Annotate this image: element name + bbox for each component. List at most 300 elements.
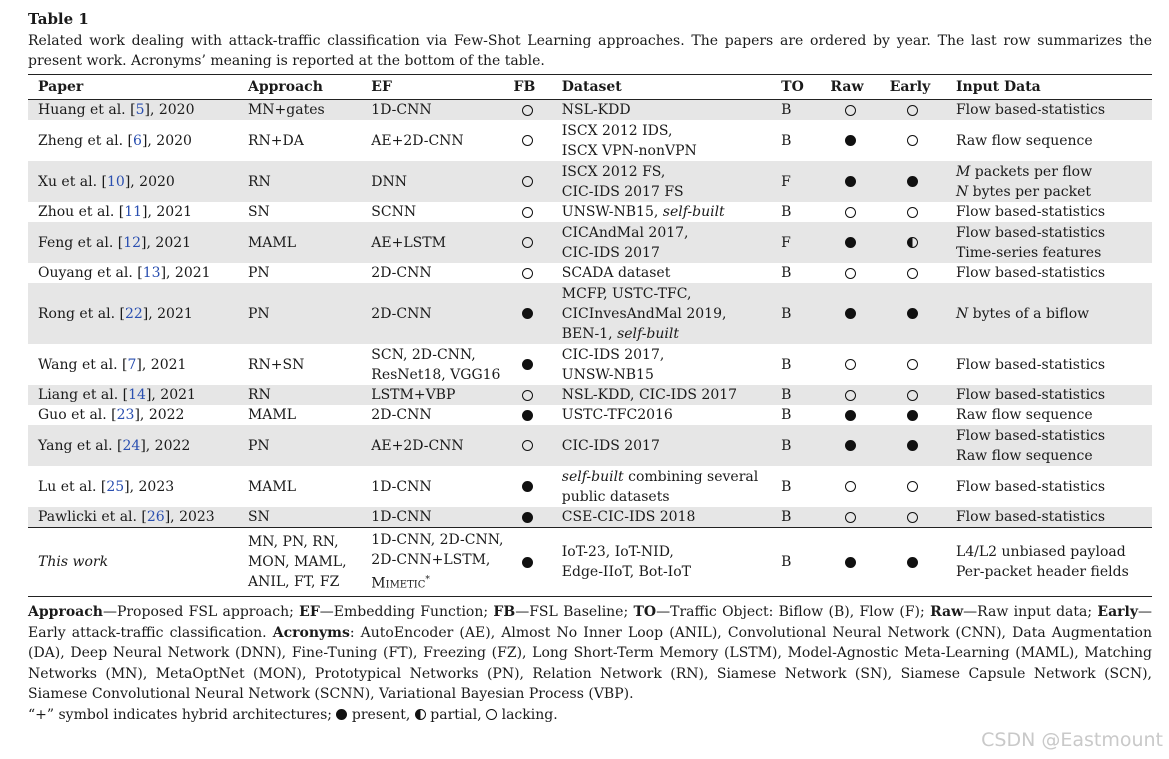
cell-input: [946, 100, 1152, 121]
cell-ef: [361, 425, 503, 466]
approach-line: PN: [247, 437, 270, 454]
cell-input: [946, 385, 1152, 405]
cell-approach: [238, 385, 361, 405]
footnote-term: Approach: [28, 604, 103, 620]
footnote-term: Raw: [930, 604, 964, 620]
table-row: [28, 283, 1152, 344]
lacking-symbol-icon: [907, 481, 918, 492]
table-row: [28, 528, 1152, 597]
lacking-symbol-icon: [845, 481, 856, 492]
footnote-term-desc: Embedding Function;: [333, 604, 494, 620]
citation-link[interactable]: 11: [124, 204, 143, 220]
cell-dataset: [552, 222, 771, 263]
acronyms-label: Acronyms: [272, 624, 350, 641]
cell-fb: [504, 507, 552, 528]
paper-ref: Wang et al. [7], 2021: [38, 356, 187, 373]
cell-dataset: [552, 120, 771, 161]
approach-line: MON, MAML,: [247, 554, 347, 570]
cell-to: B: [781, 407, 792, 423]
approach-line: MAML: [247, 407, 297, 423]
input-line: Flow based-statistics: [955, 204, 1106, 220]
input-line: Flow based-statistics: [955, 224, 1106, 241]
present-symbol-icon: [522, 557, 533, 568]
cell-paper: [28, 120, 238, 161]
lacking-symbol-icon: [907, 359, 918, 370]
cell-raw: [820, 202, 879, 222]
cell-input: [946, 222, 1152, 263]
cell-approach: [238, 222, 361, 263]
approach-line: MAML: [247, 478, 297, 495]
footnote-term: TO: [633, 604, 657, 620]
legend-lacking: lacking.: [501, 706, 558, 723]
cell-to: B: [781, 478, 792, 495]
header-paper: Paper: [38, 79, 84, 95]
lacking-symbol-icon: [907, 207, 918, 218]
header-approach: Approach: [247, 79, 323, 95]
lacking-symbol-icon: [486, 709, 497, 720]
header-raw: Raw: [830, 79, 864, 95]
lacking-symbol-icon: [522, 268, 533, 279]
cell-input: [946, 466, 1152, 507]
cell-approach: [238, 161, 361, 202]
citation-link[interactable]: 6: [133, 132, 142, 149]
table-row: [28, 120, 1152, 161]
dataset-line: self-built combining several: [561, 468, 759, 485]
ef-line: Mimetic*: [371, 575, 430, 592]
ef-line: 1D-CNN: [371, 102, 432, 118]
cell-fb: [504, 120, 552, 161]
cell-fb: [504, 385, 552, 405]
ef-line: 2D-CNN: [371, 407, 432, 423]
header-early: Early: [889, 79, 931, 95]
acronyms-text: : AutoEncoder (AE), Almost No Inner Loop (ANIL), Convolutional Neural Network (CNN), Data Augmentation (DA), Deep Neural Network (DNN), Fine-Tuning (FT), Freezing (FZ), Long Short-Term Memory (LSTM), Model-Agnostic Meta-Learning (MAML), Matching Networks (MN), MetaOptNet (MON), Prototypical Networks (PN), Relation Network (RN), Siamese Network (SN), Siamese Capsule Network (SCN), Siamese Convolutional Neural Network (SCNN), Variational Bayesian Process (VBP).: [28, 624, 1152, 702]
dataset-line: Edge-IIoT, Bot-IoT: [561, 564, 691, 580]
dataset-line: CICInvesAndMal 2019,: [561, 305, 727, 322]
present-symbol-icon: [845, 440, 856, 451]
cell-paper: [28, 222, 238, 263]
cell-ef: [361, 466, 503, 507]
citation-link[interactable]: 13: [142, 265, 161, 281]
present-symbol-icon: [845, 410, 856, 421]
ef-line: AE+LSTM: [371, 234, 446, 251]
cell-to: B: [781, 554, 792, 570]
cell-ef: [361, 344, 503, 385]
present-symbol-icon: [522, 308, 533, 319]
cell-raw: [820, 222, 879, 263]
cell-dataset: [552, 100, 771, 121]
cell-ef: [361, 283, 503, 344]
cell-early: [880, 263, 946, 283]
cell-fb: [504, 405, 552, 425]
lacking-symbol-icon: [845, 268, 856, 279]
footnote-term-desc: Early attack-traffic classification.: [28, 624, 273, 641]
cell-input: [946, 263, 1152, 283]
cell-paper: [28, 425, 238, 466]
lacking-symbol-icon: [907, 512, 918, 523]
paper-ref: Yang et al. [24], 2022: [38, 437, 191, 454]
lacking-symbol-icon: [522, 105, 533, 116]
citation-link[interactable]: 26: [146, 509, 165, 525]
lacking-symbol-icon: [907, 390, 918, 401]
cell-input: [946, 202, 1152, 222]
cell-input: [946, 507, 1152, 528]
csdn-watermark: CSDN @Eastmount: [981, 729, 1163, 751]
cell-fb: [504, 202, 552, 222]
cell-fb: [504, 100, 552, 121]
lacking-symbol-icon: [907, 105, 918, 116]
input-line: Flow based-statistics: [955, 387, 1106, 403]
cell-input: [946, 528, 1152, 597]
lacking-symbol-icon: [522, 237, 533, 248]
cell-raw: [820, 507, 879, 528]
footnote-term-desc: Raw input data;: [977, 604, 1098, 620]
cell-raw: [820, 100, 879, 121]
ef-line: 2D-CNN+LSTM,: [371, 552, 491, 569]
present-symbol-icon: [522, 359, 533, 370]
cell-raw: [820, 263, 879, 283]
lacking-symbol-icon: [845, 207, 856, 218]
cell-approach: [238, 466, 361, 507]
cell-raw: [820, 161, 879, 202]
present-symbol-icon: [522, 410, 533, 421]
cell-ef: [361, 507, 503, 528]
dataset-line: SCADA dataset: [561, 265, 671, 281]
citation-link[interactable]: 24: [122, 437, 141, 454]
present-symbol-icon: [845, 557, 856, 568]
cell-to: B: [781, 387, 792, 403]
cell-fb: [504, 161, 552, 202]
table-figure: [28, 8, 1152, 725]
cell-to: B: [781, 204, 792, 220]
input-line: Flow based-statistics: [955, 478, 1106, 495]
citation-link[interactable]: 10: [106, 173, 125, 190]
present-symbol-icon: [907, 440, 918, 451]
cell-dataset: [552, 202, 771, 222]
input-line: Raw flow sequence: [955, 447, 1093, 464]
cell-to: B: [781, 509, 792, 525]
cell-to: B: [781, 265, 792, 281]
footnote-term: EF: [299, 604, 320, 620]
cell-fb: [504, 466, 552, 507]
ef-line: DNN: [371, 173, 408, 190]
approach-line: RN: [247, 387, 271, 403]
cell-raw: [820, 283, 879, 344]
cell-early: [880, 283, 946, 344]
cell-to: B: [781, 437, 792, 454]
dataset-line: IoT-23, IoT-NID,: [561, 544, 674, 560]
cell-raw: [820, 120, 879, 161]
dataset-line: UNSW-NB15: [561, 366, 654, 383]
approach-line: SN: [247, 509, 270, 525]
cell-paper: [28, 405, 238, 425]
approach-line: MAML: [247, 234, 297, 251]
cell-raw: [820, 385, 879, 405]
legend-prefix: “+” symbol indicates hybrid architectures;: [28, 706, 332, 723]
present-symbol-icon: [845, 237, 856, 248]
dataset-line: public datasets: [561, 488, 670, 505]
header-ef: EF: [371, 79, 392, 95]
cell-dataset: [552, 405, 771, 425]
ef-line: SCN, 2D-CNN,: [371, 346, 476, 363]
cell-fb: [504, 344, 552, 385]
cell-ef: [361, 161, 503, 202]
paper-ref: Liang et al. [14], 2021: [38, 387, 196, 403]
dataset-line: CIC-IDS 2017: [561, 244, 660, 261]
paper-ref: Zhou et al. [11], 2021: [38, 204, 193, 220]
cell-dataset: [552, 385, 771, 405]
dataset-line: USTC-TFC2016: [561, 407, 673, 423]
lacking-symbol-icon: [907, 135, 918, 146]
dataset-line: UNSW-NB15, self-built: [561, 204, 725, 220]
input-line: Time-series features: [955, 244, 1102, 261]
present-symbol-icon: [907, 557, 918, 568]
approach-line: PN: [247, 265, 270, 281]
approach-line: MN, PN, RN,: [247, 534, 339, 550]
cell-ef: [361, 100, 503, 121]
paper-ref: Pawlicki et al. [26], 2023: [38, 509, 215, 525]
citation-link[interactable]: 7: [127, 356, 137, 373]
paper-ref: Guo et al. [23], 2022: [38, 407, 185, 423]
cell-early: [880, 161, 946, 202]
paper-ref: Rong et al. [22], 2021: [38, 305, 193, 322]
cell-approach: [238, 283, 361, 344]
approach-line: RN+DA: [247, 132, 304, 149]
cell-approach: [238, 202, 361, 222]
cell-ef: [361, 222, 503, 263]
citation-link[interactable]: 23: [116, 407, 135, 423]
cell-input: [946, 283, 1152, 344]
lacking-symbol-icon: [522, 390, 533, 401]
input-line: Flow based-statistics: [955, 509, 1106, 525]
cell-approach: [238, 507, 361, 528]
dataset-line: CIC-IDS 2017,: [561, 346, 665, 363]
cell-to: B: [781, 305, 792, 322]
cell-fb: [504, 425, 552, 466]
cell-to: B: [781, 132, 792, 149]
present-symbol-icon: [522, 481, 533, 492]
citation-link[interactable]: 12: [123, 234, 142, 251]
cell-dataset: [552, 344, 771, 385]
cell-raw: [820, 466, 879, 507]
lacking-symbol-icon: [845, 105, 856, 116]
lacking-symbol-icon: [845, 512, 856, 523]
lacking-symbol-icon: [845, 359, 856, 370]
paper-ref: Lu et al. [25], 2023: [38, 478, 175, 495]
cell-raw: [820, 344, 879, 385]
table-row: [28, 425, 1152, 466]
dataset-line: CSE-CIC-IDS 2018: [561, 509, 696, 525]
cell-dataset: [552, 263, 771, 283]
cell-paper: [28, 385, 238, 405]
table-row: [28, 263, 1152, 283]
approach-line: RN: [247, 173, 271, 190]
ef-line: LSTM+VBP: [371, 387, 456, 403]
cell-paper: [28, 202, 238, 222]
footnote-term-desc: Proposed FSL approach;: [116, 604, 300, 620]
cell-early: [880, 425, 946, 466]
cell-raw: [820, 425, 879, 466]
cell-early: [880, 507, 946, 528]
footnote-term-desc: Traffic Object: Biflow (B), Flow (F);: [670, 604, 931, 620]
header-input-data: Input Data: [955, 79, 1041, 95]
cell-early: [880, 202, 946, 222]
cell-approach: [238, 405, 361, 425]
citation-link[interactable]: 5: [135, 102, 145, 118]
header-to: TO: [781, 79, 804, 95]
ef-line: AE+2D-CNN: [371, 132, 464, 149]
present-symbol-icon: [845, 176, 856, 187]
ef-line: 1D-CNN: [371, 478, 432, 495]
footnote-term: Early: [1097, 604, 1138, 620]
legend-present: present,: [351, 706, 411, 723]
cell-approach: [238, 120, 361, 161]
cell-dataset: [552, 425, 771, 466]
table-row: [28, 405, 1152, 425]
cell-early: [880, 466, 946, 507]
cell-early: [880, 344, 946, 385]
cell-raw: [820, 405, 879, 425]
approach-line: RN+SN: [247, 356, 305, 373]
cell-fb: [504, 222, 552, 263]
input-line: L4/L2 unbiased payload: [955, 544, 1126, 560]
related-work-table: [28, 74, 1152, 597]
ef-line: ResNet18, VGG16: [371, 366, 501, 383]
cell-fb: [504, 283, 552, 344]
header-dataset: Dataset: [561, 79, 622, 95]
table-row: [28, 385, 1152, 405]
dataset-line: NSL-KDD, CIC-IDS 2017: [561, 387, 738, 403]
table-row: [28, 507, 1152, 528]
cell-to: B: [781, 356, 792, 373]
ef-line: 1D-CNN: [371, 509, 432, 525]
cell-dataset: [552, 466, 771, 507]
cell-input: [946, 344, 1152, 385]
cell-paper: [28, 263, 238, 283]
cell-paper: [28, 507, 238, 528]
cell-ef: [361, 120, 503, 161]
cell-fb: [504, 528, 552, 597]
paper-ref: Ouyang et al. [13], 2021: [38, 265, 211, 281]
cell-paper: [28, 344, 238, 385]
dataset-line: CICAndMal 2017,: [561, 224, 689, 241]
cell-to: F: [781, 173, 791, 190]
cell-input: [946, 425, 1152, 466]
cell-raw: [820, 528, 879, 597]
lacking-symbol-icon: [522, 135, 533, 146]
cell-ef: [361, 528, 503, 597]
cell-paper: [28, 528, 238, 597]
cell-ef: [361, 405, 503, 425]
cell-approach: [238, 528, 361, 597]
ef-line: 2D-CNN: [371, 305, 432, 322]
present-symbol-icon: [845, 308, 856, 319]
ef-line: AE+2D-CNN: [371, 437, 464, 454]
table-row: [28, 344, 1152, 385]
paper-ref: Xu et al. [10], 2020: [38, 173, 175, 190]
partial-symbol-icon: [415, 709, 426, 720]
input-line: N bytes per packet: [955, 183, 1092, 200]
input-line: Flow based-statistics: [955, 356, 1106, 373]
input-line: Per-packet header fields: [955, 564, 1129, 580]
citation-link[interactable]: 25: [106, 478, 125, 495]
cell-input: [946, 161, 1152, 202]
cell-early: [880, 528, 946, 597]
lacking-symbol-icon: [907, 268, 918, 279]
cell-to: F: [781, 234, 791, 251]
dataset-line: ISCX VPN-nonVPN: [561, 142, 697, 159]
approach-line: MN+gates: [247, 102, 325, 118]
cell-paper: [28, 283, 238, 344]
dataset-line: CIC-IDS 2017 FS: [561, 183, 684, 200]
table-label: Table 1: [28, 10, 89, 28]
table-row: [28, 100, 1152, 121]
ef-line: 2D-CNN: [371, 265, 432, 281]
approach-line: ANIL, FT, FZ: [247, 574, 340, 590]
cell-early: [880, 405, 946, 425]
cell-ef: [361, 263, 503, 283]
present-symbol-icon: [336, 709, 347, 720]
cell-early: [880, 120, 946, 161]
lacking-symbol-icon: [522, 207, 533, 218]
input-line: Raw flow sequence: [955, 407, 1093, 423]
input-line: Flow based-statistics: [955, 265, 1106, 281]
cell-paper: [28, 161, 238, 202]
table-row: [28, 466, 1152, 507]
cell-approach: [238, 263, 361, 283]
ef-line: 1D-CNN, 2D-CNN,: [371, 532, 504, 549]
lacking-symbol-icon: [845, 390, 856, 401]
input-line: Raw flow sequence: [955, 132, 1093, 149]
table-footnote: Approach—Proposed FSL approach; EF—Embedding Function; FB—FSL Baseline; TO—Traffic Object: Biflow (B), Flow (F); Raw—Raw input data; Early—Early attack-traffic classification. Acronyms: AutoEncoder (AE), Almost No Inner Loop (ANIL), Convolutional Neural Network (CNN), Data Augmentation (DA), Deep Neural Network (DNN), Fine-Tuning (FT), Freezing (FZ), Long Short-Term Memory (LSTM), Model-Agnostic Meta-Learning (MAML), Matching Networks (MN), MetaOptNet (MON), Prototypical Networks (PN), Relation Network (RN), Siamese Network (SN), Siamese Capsule Network (SCN), Siamese Convolutional Neural Network (SCNN), Variational Bayesian Process (VBP). “+” symbol indicates hybrid architectures; present, partial, lacking.: [28, 604, 1152, 723]
header-fb: FB: [513, 79, 536, 95]
present-symbol-icon: [845, 135, 856, 146]
input-line: M packets per flow: [955, 163, 1093, 180]
citation-link[interactable]: 14: [128, 387, 146, 403]
paper-ref: Zheng et al. [6], 2020: [38, 132, 192, 149]
input-line: Flow based-statistics: [955, 427, 1106, 444]
cell-dataset: [552, 283, 771, 344]
cell-early: [880, 385, 946, 405]
dataset-line: ISCX 2012 FS,: [561, 163, 666, 180]
present-symbol-icon: [522, 512, 533, 523]
cell-paper: [28, 100, 238, 121]
present-symbol-icon: [907, 308, 918, 319]
cell-early: [880, 222, 946, 263]
cell-early: [880, 100, 946, 121]
present-symbol-icon: [907, 176, 918, 187]
lacking-symbol-icon: [522, 176, 533, 187]
dataset-line: CIC-IDS 2017: [561, 437, 660, 454]
paper-ref: This work: [38, 554, 109, 570]
present-symbol-icon: [907, 410, 918, 421]
dataset-line: ISCX 2012 IDS,: [561, 122, 673, 139]
dataset-line: NSL-KDD: [561, 102, 631, 118]
cell-approach: [238, 100, 361, 121]
table-caption: Related work dealing with attack-traffic classification via Few-Shot Learning approaches. The papers are ordered by year. The last row summarizes the present work. Acronyms’ meaning is reported at the bottom of the table.: [28, 33, 1152, 69]
dataset-line: BEN-1, self-built: [561, 325, 679, 342]
cell-paper: [28, 466, 238, 507]
ef-line: SCNN: [371, 204, 417, 220]
cell-fb: [504, 263, 552, 283]
paper-ref: Huang et al. [5], 2020: [38, 102, 195, 118]
paper-ref: Feng et al. [12], 2021: [38, 234, 192, 251]
input-line: Flow based-statistics: [955, 102, 1106, 118]
cell-ef: [361, 202, 503, 222]
dataset-line: MCFP, USTC-TFC,: [561, 285, 692, 302]
partial-symbol-icon: [907, 237, 918, 248]
citation-link[interactable]: 22: [124, 305, 143, 322]
table-row: [28, 161, 1152, 202]
